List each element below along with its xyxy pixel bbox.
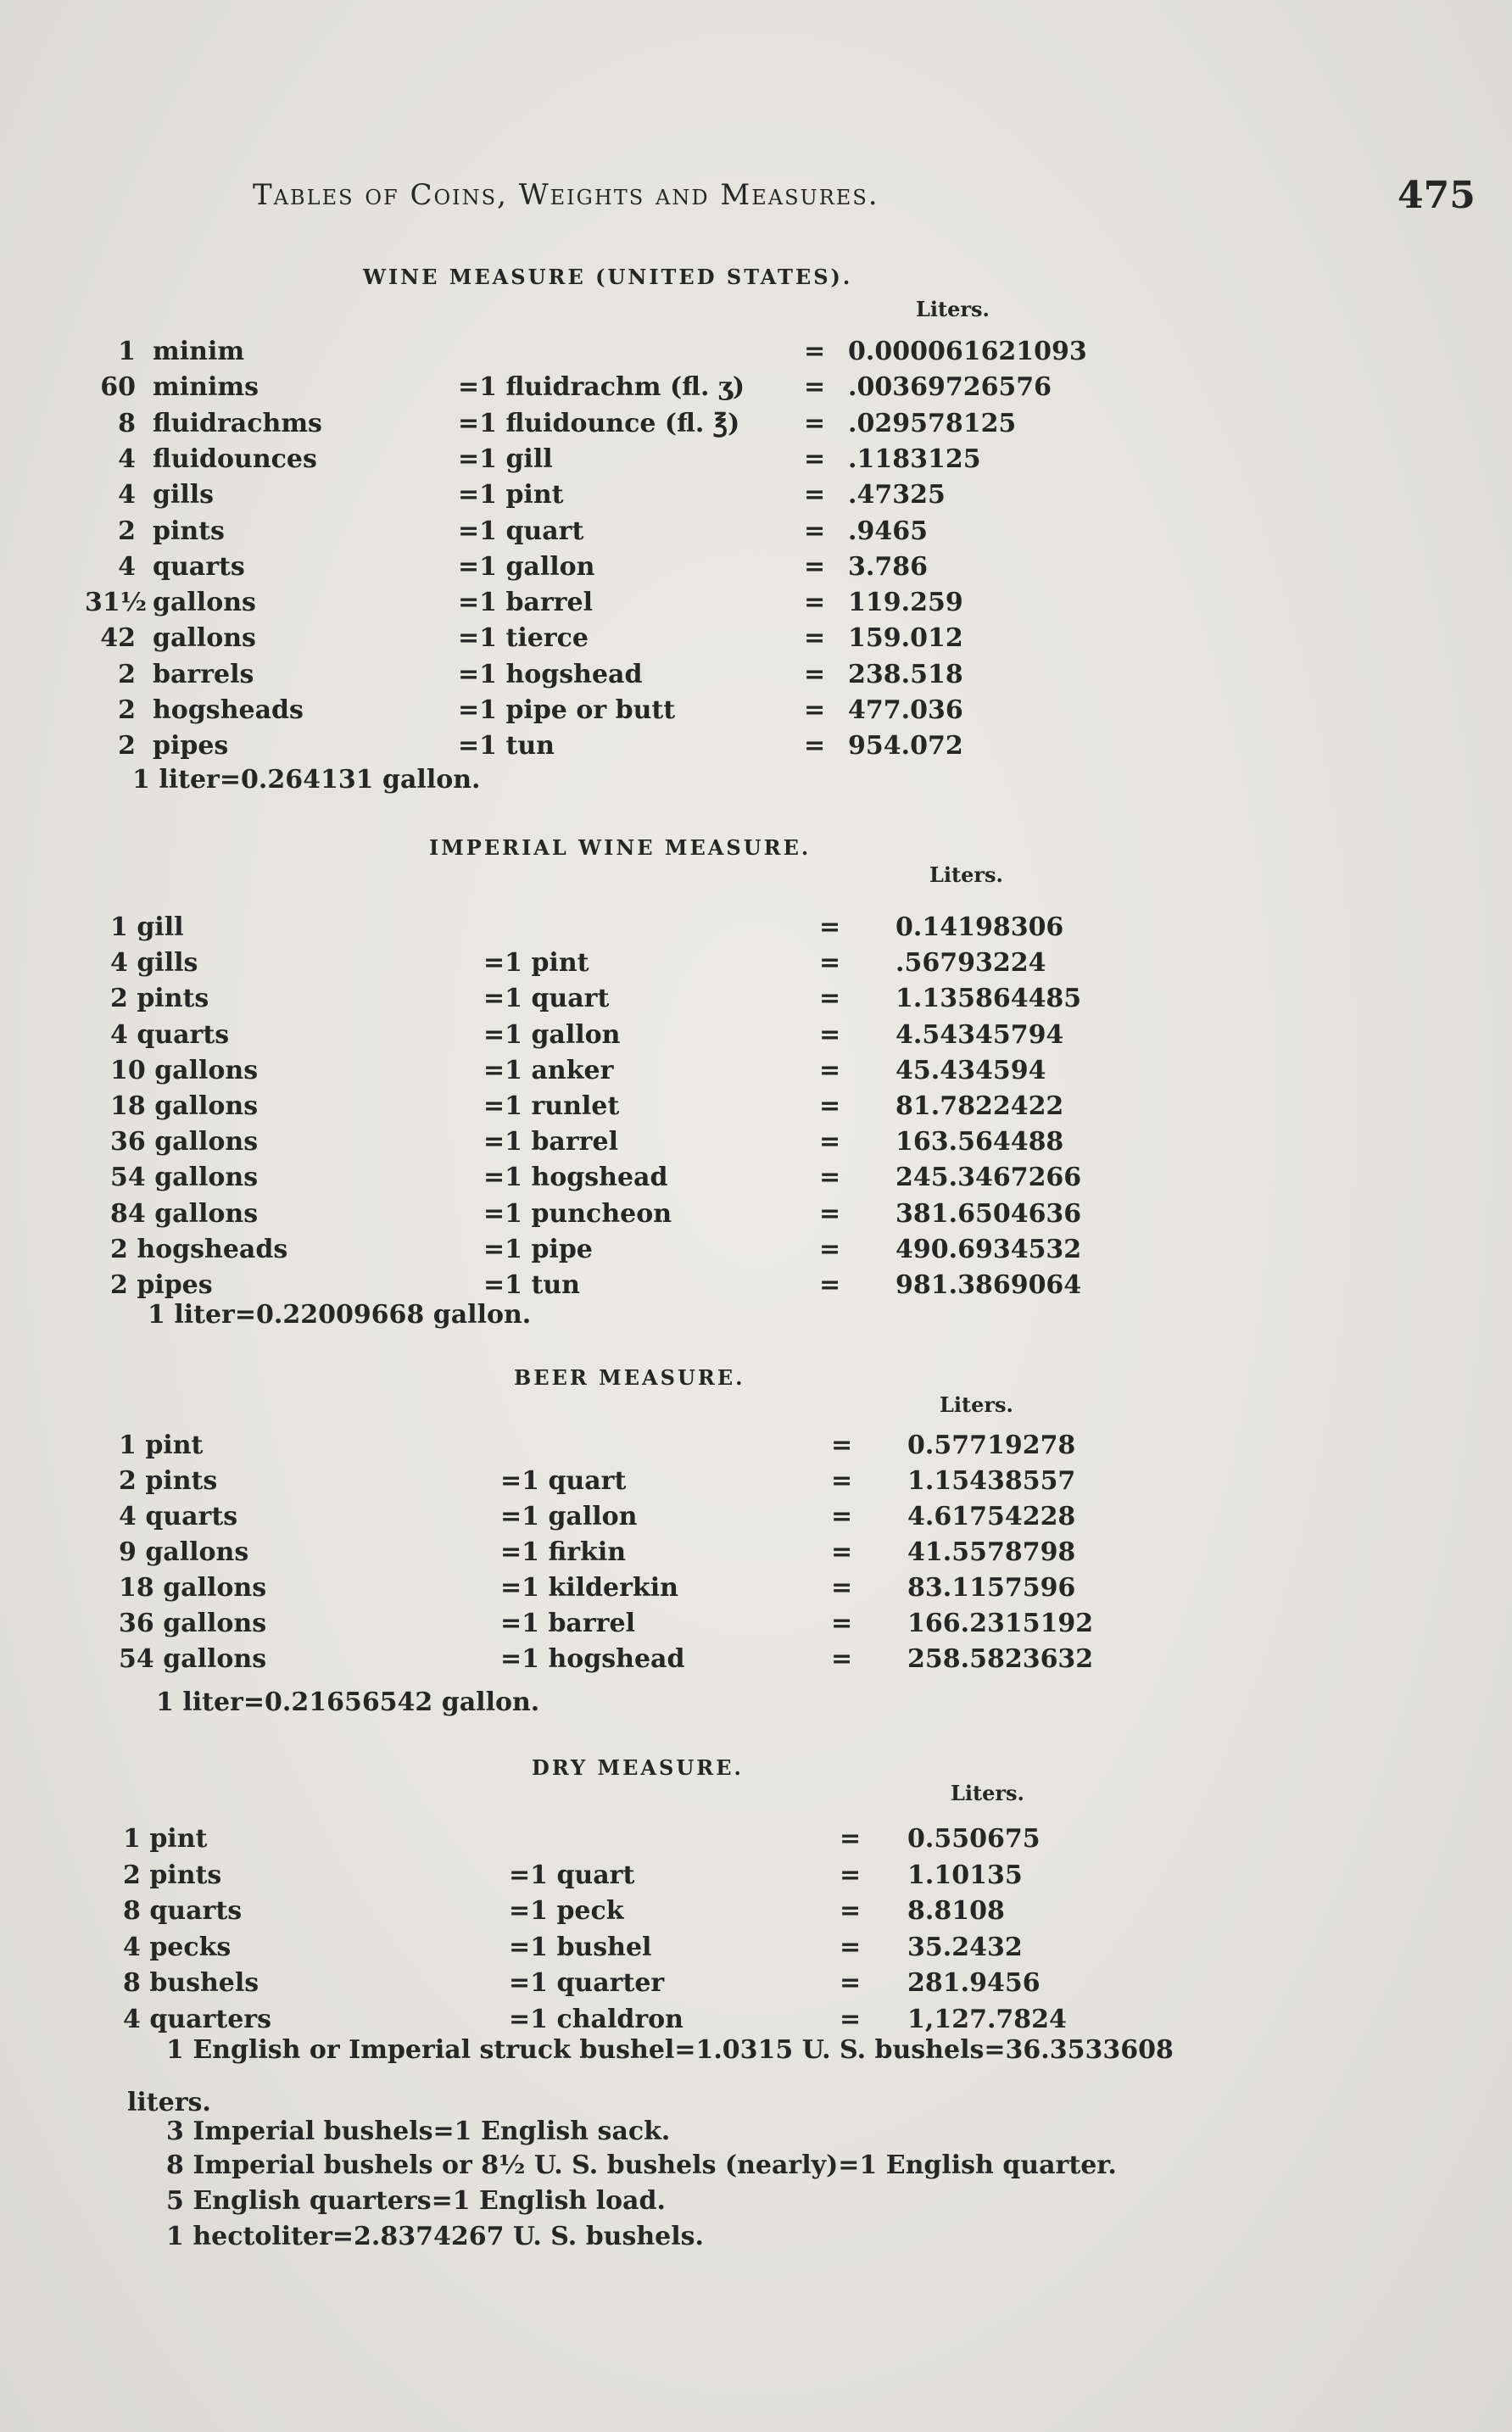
equivalent-cell: =1 quart [458,516,584,546]
table-row [85,334,1087,370]
table-row [85,370,1068,405]
page-number: 475 [1398,174,1476,217]
unit-cell: gills [153,480,215,510]
equivalent-cell: =1 puncheon [483,1198,672,1229]
liters-value: 0.000061621093 [848,337,1087,366]
table-row [119,1428,1102,1464]
liters-value: 1.15438557 [907,1466,1076,1496]
table-row [85,549,1068,585]
liters-value: 159.012 [848,623,963,654]
table-row [85,406,1068,442]
quantity-cell: 36 gallons [110,1127,259,1157]
equals-sign: = [831,1502,853,1531]
quantity-cell: 18 gallons [119,1573,267,1603]
section-title: BEER MEASURE. [514,1365,745,1390]
quantity-cell: 2 pints [123,1860,222,1890]
equivalent-cell: =1 tun [458,731,555,761]
equivalent-cell: =1 anker [483,1055,614,1085]
liters-value: .00369726576 [848,372,1052,403]
liters-value: .9465 [848,516,928,546]
unit-cell: quarts [153,551,245,582]
quantity-cell: 4 quarters [123,2004,271,2034]
equivalent-cell: =1 barrel [483,1127,618,1157]
liters-value: 981.3869064 [895,1270,1082,1300]
quantity-cell: 9 gallons [119,1537,249,1567]
equivalent-cell: =1 chaldron [509,2004,683,2034]
liters-value: 8.8108 [907,1896,1005,1926]
table-row [110,1160,1094,1196]
equals-sign: = [840,1860,862,1890]
equivalent-cell: =1 pint [483,948,589,979]
dry-note-2: 3 Imperial bushels=1 English sack. [166,2117,671,2146]
unit-heading: Liters. [951,1781,1024,1805]
equals-sign: = [819,1198,841,1229]
quantity-cell: 10 gallons [110,1055,259,1085]
table-row [123,1821,1107,1857]
table-row [119,1570,1102,1606]
quantity-cell: 1 [118,337,136,366]
table-row [119,1606,1102,1642]
table-row [85,585,1068,621]
dry-note-1: 1 English or Imperial struck bushel=1.0315 U. S. bushels=36.3533608 [166,2035,1174,2065]
quantity-cell: 1 pint [119,1431,204,1460]
equals-sign: = [804,659,826,689]
quantity-cell: 8 [118,408,136,438]
equivalent-cell: =1 kilderkin [500,1573,678,1603]
unit-cell: barrels [153,659,254,689]
dry-note-5: 1 hectoliter=2.8374267 U. S. bushels. [166,2222,704,2251]
equals-sign: = [804,516,826,546]
quantity-cell: 4 quarts [119,1502,238,1531]
liters-value: 258.5823632 [907,1644,1094,1674]
equals-sign: = [840,1824,862,1854]
quantity-cell: 18 gallons [110,1091,259,1121]
equals-sign: = [819,984,841,1014]
table-row [85,442,1068,477]
quantity-cell: 2 [118,516,136,546]
equals-sign: = [840,1896,862,1926]
equals-sign: = [804,551,826,582]
table-row [85,514,1068,549]
liters-value: 245.3467266 [895,1163,1082,1193]
conversion-note: 1 liter=0.21656542 gallon. [156,1687,540,1717]
dry-note-1-cont: liters. [127,2088,211,2117]
liters-value: 954.072 [848,731,963,761]
liters-value: 238.518 [848,659,963,689]
unit-heading: Liters. [929,862,1003,887]
equals-sign: = [804,731,826,761]
equivalent-cell: =1 pipe or butt [458,695,676,725]
table-row [110,1053,1094,1089]
equivalent-cell: =1 tierce [458,623,589,654]
unit-cell: pipes [153,731,229,761]
table-row [123,1858,1107,1894]
liters-value: 4.61754228 [907,1502,1076,1531]
equals-sign: = [831,1466,853,1496]
equivalent-cell: =1 quarter [509,1968,665,1998]
table-row [110,1268,1094,1303]
quantity-cell: 2 [118,659,136,689]
table-row [110,1124,1094,1160]
unit-cell: minims [153,372,259,403]
equals-sign: = [840,1968,862,1998]
unit-cell: pints [153,516,225,546]
dry-note-3: 8 Imperial bushels or 8½ U. S. bushels (nearly)=1 English quarter. [166,2150,1117,2180]
equivalent-cell: =1 gallon [458,551,595,582]
table-row [85,621,1068,656]
equals-sign: = [819,948,841,979]
quantity-cell: 36 gallons [119,1609,267,1638]
equivalent-cell: =1 gallon [483,1019,621,1050]
liters-value: 166.2315192 [907,1609,1094,1638]
conversion-note: 1 liter=0.264131 gallon. [132,765,481,795]
table-row [85,477,1068,513]
equivalent-cell: =1 tun [483,1270,580,1300]
table-row [110,1018,1094,1053]
table-row [110,910,1094,945]
table-row [119,1499,1102,1535]
table-row [123,1966,1107,2001]
quantity-cell: 1 gill [110,912,184,942]
section-title: WINE MEASURE (UNITED STATES). [363,265,853,289]
liters-value: 41.5578798 [907,1537,1076,1567]
table-row [85,657,1068,693]
equivalent-cell: =1 barrel [500,1609,635,1638]
liters-value: 4.54345794 [895,1019,1064,1050]
liters-value: 35.2432 [907,1932,1023,1962]
table-row [110,1089,1094,1124]
equivalent-cell: =1 hogshead [500,1644,685,1674]
equals-sign: = [840,1932,862,1962]
table-row [85,693,1068,728]
liters-value: 281.9456 [907,1968,1041,1998]
equals-sign: = [804,443,826,474]
equivalent-cell: =1 firkin [500,1537,627,1567]
quantity-cell: 2 pints [119,1466,218,1496]
equivalent-cell: =1 pipe [483,1234,593,1264]
equals-sign: = [819,1127,841,1157]
equivalent-cell: =1 bushel [509,1932,652,1962]
liters-value: 0.57719278 [907,1431,1076,1460]
liters-value: 1.10135 [907,1860,1023,1890]
quantity-cell: 4 [118,551,136,582]
liters-value: 119.259 [848,588,963,618]
quantity-cell: 60 [100,372,136,403]
equivalent-cell: =1 quart [500,1466,627,1496]
equals-sign: = [804,337,826,366]
equivalent-cell: =1 fluidrachm (fl. ʒ) [458,372,745,403]
quantity-cell: 8 bushels [123,1968,259,1998]
equals-sign: = [804,480,826,510]
unit-cell: gallons [153,588,256,618]
equivalent-cell: =1 barrel [458,588,593,618]
table-row [85,728,1068,764]
equivalent-cell: =1 pint [458,480,564,510]
unit-cell: hogsheads [153,695,304,725]
quantity-cell: 2 [118,695,136,725]
quantity-cell: 4 gills [110,948,198,979]
liters-value: 1.135864485 [895,984,1082,1014]
equivalent-cell: =1 gallon [500,1502,638,1531]
equivalent-cell: =1 fluidounce (fl. ℥) [458,408,740,438]
equals-sign: = [804,372,826,403]
equivalent-cell: =1 runlet [483,1091,620,1121]
equals-sign: = [819,1270,841,1300]
equals-sign: = [831,1644,853,1674]
quantity-cell: 31½ [85,588,148,618]
equivalent-cell: =1 hogshead [483,1163,668,1193]
liters-value: .1183125 [848,443,981,474]
table-row [110,945,1094,981]
liters-value: 0.14198306 [895,912,1064,942]
equals-sign: = [840,2004,862,2034]
quantity-cell: 1 pint [123,1824,208,1854]
equals-sign: = [819,912,841,942]
quantity-cell: 8 quarts [123,1896,243,1926]
equals-sign: = [819,1019,841,1050]
liters-value: 1,127.7824 [907,2004,1067,2034]
table-row [110,1196,1094,1232]
section-title: DRY MEASURE. [532,1755,744,1780]
liters-value: 163.564488 [895,1127,1064,1157]
quantity-cell: 42 [100,623,136,654]
quantity-cell: 4 [118,443,136,474]
equals-sign: = [831,1537,853,1567]
dry-note-4: 5 English quarters=1 English load. [166,2186,666,2216]
section-title: IMPERIAL WINE MEASURE. [429,835,812,860]
equals-sign: = [831,1431,853,1460]
equals-sign: = [831,1573,853,1603]
equals-sign: = [831,1609,853,1638]
liters-value: 81.7822422 [895,1091,1064,1121]
table-row [119,1464,1102,1499]
table-row [110,1232,1094,1268]
quantity-cell: 84 gallons [110,1198,259,1229]
liters-value: .56793224 [895,948,1046,979]
running-head: Tables of Coins, Weights and Measures. [253,178,879,212]
equivalent-cell: =1 gill [458,443,553,474]
quantity-cell: 4 [118,480,136,510]
quantity-cell: 4 pecks [123,1932,232,1962]
equals-sign: = [804,695,826,725]
liters-value: 381.6504636 [895,1198,1082,1229]
liters-value: .47325 [848,480,946,510]
quantity-cell: 2 pipes [110,1270,213,1300]
liters-value: 477.036 [848,695,963,725]
equivalent-cell: =1 hogshead [458,659,643,689]
table-row [123,2002,1107,2038]
unit-heading: Liters. [940,1392,1013,1417]
table-row [123,1894,1107,1929]
equals-sign: = [819,1055,841,1085]
table-row [119,1642,1102,1677]
quantity-cell: 2 [118,731,136,761]
equivalent-cell: =1 quart [483,984,610,1014]
equals-sign: = [804,623,826,654]
equivalent-cell: =1 quart [509,1860,635,1890]
table-row [119,1535,1102,1570]
quantity-cell: 54 gallons [119,1644,267,1674]
unit-cell: fluidrachms [153,408,322,438]
equals-sign: = [804,408,826,438]
liters-value: 0.550675 [907,1824,1041,1854]
equivalent-cell: =1 peck [509,1896,624,1926]
liters-value: 490.6934532 [895,1234,1082,1264]
equals-sign: = [819,1163,841,1193]
liters-value: 45.434594 [895,1055,1046,1085]
equals-sign: = [819,1234,841,1264]
equals-sign: = [819,1091,841,1121]
liters-value: .029578125 [848,408,1017,438]
conversion-note: 1 liter=0.22009668 gallon. [148,1300,532,1330]
unit-cell: minim [153,337,245,366]
quantity-cell: 2 pints [110,984,209,1014]
quantity-cell: 4 quarts [110,1019,230,1050]
unit-cell: gallons [153,623,256,654]
table-row [110,981,1094,1017]
unit-heading: Liters. [916,297,990,321]
liters-value: 3.786 [848,551,928,582]
liters-value: 83.1157596 [907,1573,1076,1603]
quantity-cell: 54 gallons [110,1163,259,1193]
table-row [123,1930,1107,1966]
equals-sign: = [804,588,826,618]
unit-cell: fluidounces [153,443,317,474]
quantity-cell: 2 hogsheads [110,1234,288,1264]
